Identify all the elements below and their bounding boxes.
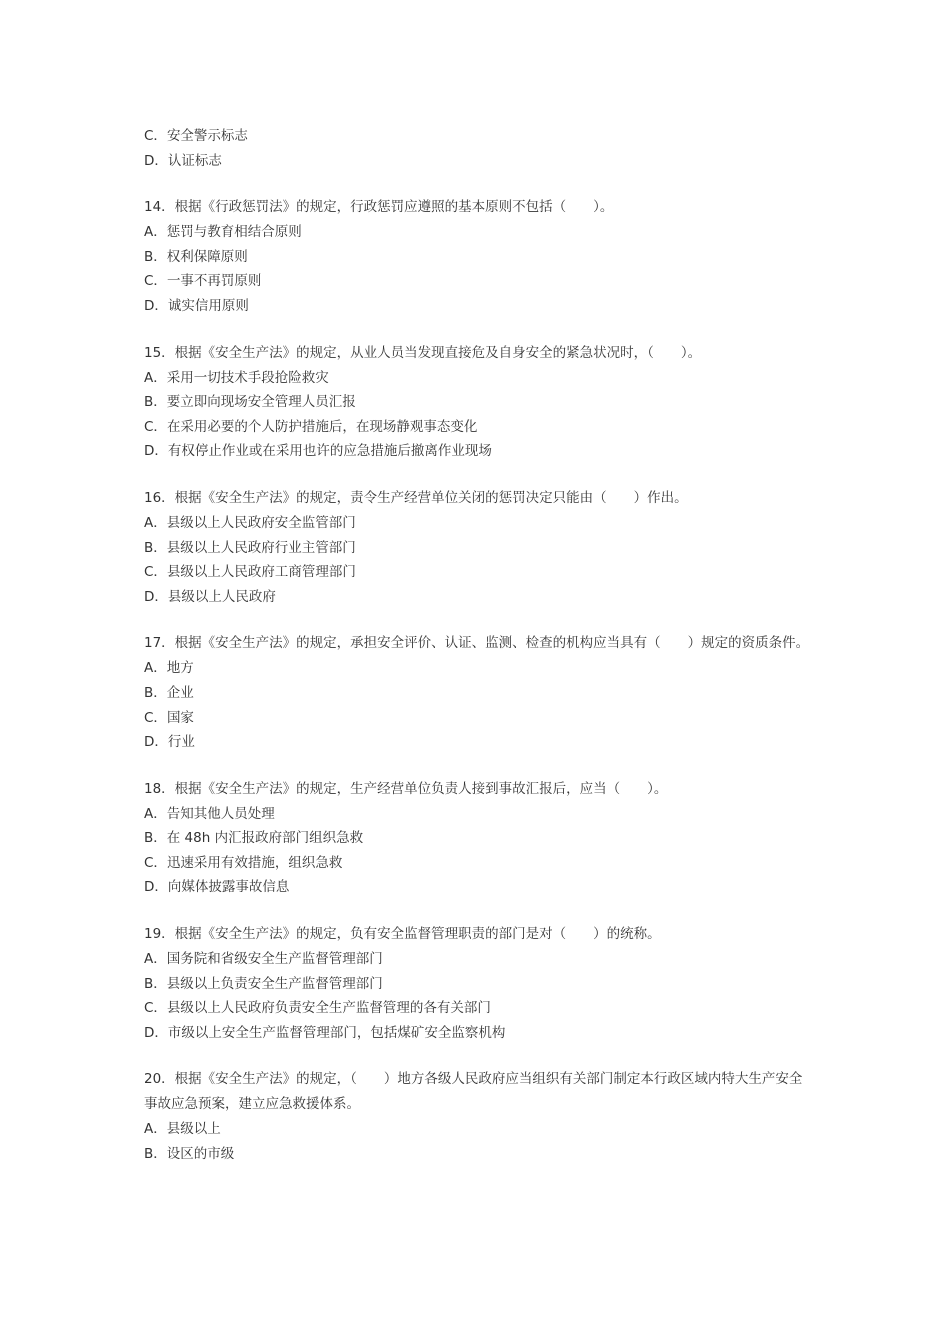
- option-text: 采用一切技术手段抢险救灾: [166, 369, 329, 386]
- option-letter: A．: [144, 1121, 167, 1138]
- option-letter: D．: [144, 879, 168, 896]
- option-letter: D．: [144, 152, 168, 169]
- option-text: 要立即向现场安全管理人员汇报: [166, 394, 356, 411]
- option-text: 设区的市级: [166, 1146, 235, 1163]
- option-a: [144, 366, 814, 391]
- option-b: [144, 1142, 814, 1167]
- option-letter: C．: [144, 273, 167, 290]
- option-b: [144, 245, 814, 270]
- option-letter: B．: [144, 394, 167, 411]
- option-letter: B．: [144, 1146, 167, 1163]
- option-letter: D．: [144, 297, 168, 314]
- option-c: [144, 560, 814, 585]
- question-16: [144, 486, 814, 609]
- question-stem: 16．根据《安全生产法》的规定，责令生产经营单位关闭的惩罚决定只能由（ ）作出。: [144, 489, 688, 506]
- option-text: 县级以上人民政府负责安全生产监督管理的各有关部门: [166, 1000, 491, 1017]
- option-c: [144, 415, 814, 440]
- option-text: 安全警示标志: [166, 128, 248, 144]
- option-text: 地方: [166, 660, 194, 677]
- option-letter: B．: [144, 539, 167, 556]
- option-text: 告知其他人员处理: [166, 805, 275, 822]
- option-text: 向媒体披露事故信息: [167, 879, 290, 896]
- option-letter: D．: [144, 443, 168, 460]
- option-a: [144, 656, 814, 681]
- option-text: 在采用必要的个人防护措施后，在现场静观事态变化: [166, 418, 478, 435]
- question-20: [144, 1067, 814, 1166]
- option-text: 市级以上安全生产监督管理部门，包括煤矿安全监察机构: [167, 1024, 506, 1041]
- option-text: 诚实信用原则: [167, 297, 249, 314]
- option-a: [144, 802, 814, 827]
- option-text: 在 48h 内汇报政府部门组织急救: [166, 830, 364, 847]
- question-stem: 14．根据《行政惩罚法》的规定，行政惩罚应遵照的基本原则不包括（ ）。: [144, 199, 614, 216]
- option-a: [144, 220, 814, 245]
- option-letter: C．: [144, 854, 167, 871]
- option-letter: D．: [144, 1024, 168, 1041]
- option-c: [144, 706, 814, 731]
- option-letter: C．: [144, 564, 167, 581]
- document-page: [144, 124, 814, 1167]
- question-stem: 15．根据《安全生产法》的规定，从业人员当发现直接危及自身安全的紧急状况时，（ ）。: [144, 344, 702, 361]
- option-text: 县级以上负责安全生产监督管理部门: [166, 975, 383, 992]
- carryover-options: [144, 124, 814, 173]
- option-a: [144, 511, 814, 536]
- question-18: [144, 777, 814, 900]
- option-letter: A．: [144, 951, 167, 968]
- option-c: [144, 996, 814, 1021]
- option-text: 国务院和省级安全生产监督管理部门: [166, 951, 383, 968]
- question-15: [144, 341, 814, 464]
- question-19: [144, 922, 814, 1045]
- option-text: 国家: [166, 709, 194, 726]
- option-text: 认证标志: [167, 152, 222, 169]
- option-b: [144, 390, 814, 415]
- option-letter: A．: [144, 660, 167, 677]
- option-c: [144, 851, 814, 876]
- option-b: [144, 972, 814, 997]
- option-d: [144, 730, 814, 755]
- option-letter: B．: [144, 975, 167, 992]
- question-stem: 18．根据《安全生产法》的规定，生产经营单位负责人接到事故汇报后，应当（ ）。: [144, 780, 668, 797]
- option-letter: D．: [144, 588, 168, 605]
- option-text: 有权停止作业或在采用也许的应急措施后撤离作业现场: [167, 443, 492, 460]
- question-stem: 17．根据《安全生产法》的规定，承担安全评价、认证、监测、检查的机构应当具有（ ）规定的资质条件。: [144, 635, 810, 652]
- option-c: [144, 124, 814, 149]
- question-14: [144, 195, 814, 318]
- option-d: [144, 585, 814, 610]
- question-stem: 19．根据《安全生产法》的规定，负有安全监督管理职责的部门是对（ ）的统称。: [144, 926, 661, 943]
- option-letter: C．: [144, 1000, 167, 1017]
- option-text: 惩罚与教育相结合原则: [166, 224, 302, 241]
- option-letter: A．: [144, 224, 167, 241]
- option-text: 一事不再罚原则: [166, 273, 262, 290]
- option-text: 县级以上人民政府安全监管部门: [166, 514, 356, 531]
- option-text: 迅速采用有效措施，组织急救: [166, 854, 343, 871]
- option-text: 行业: [167, 734, 195, 751]
- option-letter: D．: [144, 734, 168, 751]
- option-text: 县级以上人民政府: [167, 588, 276, 605]
- option-letter: A．: [144, 514, 167, 531]
- option-b: [144, 826, 814, 851]
- option-b: [144, 681, 814, 706]
- option-d: [144, 439, 814, 464]
- option-letter: B．: [144, 830, 167, 847]
- option-letter: A．: [144, 369, 167, 386]
- option-text: 县级以上人民政府行业主管部门: [166, 539, 356, 556]
- option-text: 权利保障原则: [166, 248, 248, 265]
- option-text: 企业: [166, 684, 194, 701]
- question-17: [144, 631, 814, 754]
- option-d: [144, 1021, 814, 1046]
- option-d: [144, 149, 814, 174]
- option-a: [144, 947, 814, 972]
- option-text: 县级以上: [166, 1121, 221, 1138]
- option-b: [144, 536, 814, 561]
- option-d: [144, 294, 814, 319]
- option-letter: C．: [144, 418, 167, 435]
- option-letter: C．: [144, 709, 167, 726]
- option-text: 县级以上人民政府工商管理部门: [166, 564, 356, 581]
- option-letter: B．: [144, 684, 167, 701]
- option-letter: B．: [144, 248, 167, 265]
- option-letter: C．: [144, 128, 167, 144]
- option-c: [144, 269, 814, 294]
- option-a: [144, 1117, 814, 1142]
- option-d: [144, 875, 814, 900]
- question-stem: 20．根据《安全生产法》的规定，（ ）地方各级人民政府应当组织有关部门制定本行政区域内特大生产安全事故应急预案，建立应急救援体系。: [144, 1071, 803, 1113]
- option-letter: A．: [144, 805, 167, 822]
